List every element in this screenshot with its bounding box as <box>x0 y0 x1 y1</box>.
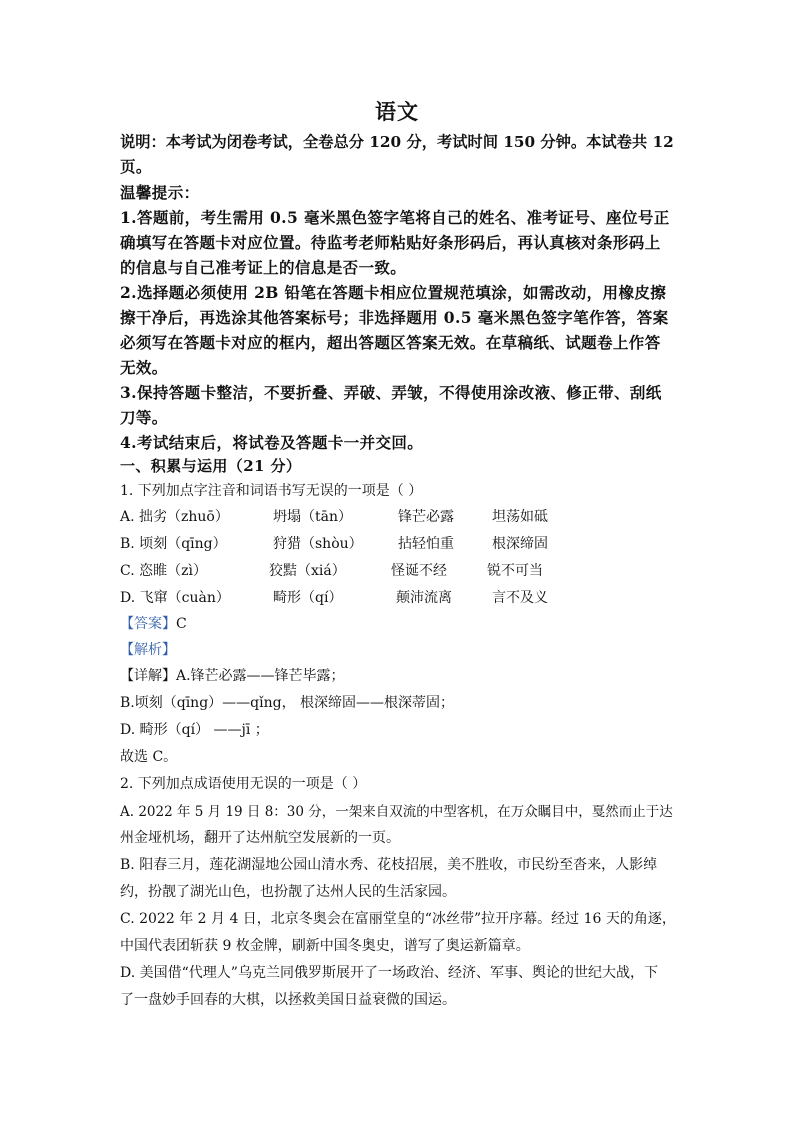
tip-4-line-1: 4.考试结束后，将试卷及答题卡一并交回。 <box>120 433 424 452</box>
q2-option-b-line-1: B. 阳春三月，莲花湖湿地公园山清水秀、花枝招展，美不胜收，市民纷至沓来，人影绰 <box>120 857 658 873</box>
tip-1-line-3: 的信息与自己准考证上的信息是否一致。 <box>120 258 407 277</box>
instructions-line-2: 页。 <box>120 157 152 176</box>
question-2-stem: 2. 下列加点成语使用无误的一项是（ ） <box>120 776 367 792</box>
q1-option-a-item-3: 锋芒必露 <box>398 509 454 525</box>
q1-answer <box>120 613 187 633</box>
instructions-line-1: 说明：本考试为闭卷考试，全卷总分 120 分，考试时间 150 分钟。本试卷共 12 <box>120 133 674 151</box>
q1-option-b-item-4: 根深缔固 <box>492 536 548 552</box>
tip-2-line-1: 2.选择题必须使用 2B 铅笔在答题卡相应位置规范填涂，如需改动，用橡皮擦 <box>120 283 667 302</box>
q1-option-c-item-3: 怪诞不经 <box>391 563 447 579</box>
q2-option-d-line-1: D. 美国借“代理人”乌克兰同俄罗斯展开了一场政治、经济、军事、舆论的世纪大战，下 <box>120 965 658 981</box>
q1-option-d-item-1: D. 飞窜（cuàn） <box>120 590 230 606</box>
q1-analysis <box>120 639 176 659</box>
tip-2-line-4: 无效。 <box>120 358 168 377</box>
q2-option-b-line-2: 约，扮靓了湖光山色，也扮靓了达州人民的生活家园。 <box>120 884 456 900</box>
q1-option-d-item-2: 畸形（qí） <box>273 590 343 606</box>
q1-option-c-item-1: C. 恣睢（zì） <box>120 563 207 579</box>
q2-option-a-line-1: A. 2022 年 5 月 19 日 8：30 分，一架来自双流的中型客机，在万众瞩目中，戛然而止于达 <box>120 804 673 820</box>
q2-option-c-line-1: C. 2022 年 2 月 4 日，北京冬奥会在富丽堂皇的“冰丝带”拉开序幕。经过 16 天的角逐， <box>120 911 676 927</box>
q1-option-b-item-3: 拈轻怕重 <box>398 536 454 552</box>
q1-option-b-item-2: 狩猎（shòu） <box>273 536 363 552</box>
q1-option-c-item-2: 狡黠（xiá） <box>269 563 346 579</box>
q1-option-a-item-1: A. 拙劣（zhuō） <box>120 509 229 525</box>
tips-label: 温馨提示： <box>120 183 200 202</box>
q1-detail-line-2: B.顷刻（qīng）——qǐng， 根深缔固——根深蒂固； <box>120 695 455 711</box>
tip-2-line-3: 必须写在答题卡对应的框内，超出答题区答案无效。在草稿纸、试题卷上作答 <box>120 333 661 352</box>
answer-value: C <box>176 616 187 632</box>
q1-conclusion: 故选 C。 <box>120 749 178 765</box>
q1-option-a-item-2: 坍塌（tān） <box>273 509 352 525</box>
tip-3-line-1: 3.保持答题卡整洁，不要折叠、弄破、弄皱，不得使用涂改液、修正带、刮纸 <box>120 383 662 402</box>
tip-3-line-2: 刀等。 <box>120 408 168 427</box>
q2-option-c-line-2: 中国代表团斩获 9 枚金牌，刷新中国冬奥史，谱写了奥运新篇章。 <box>120 938 530 954</box>
q1-option-d-item-4: 言不及义 <box>492 590 548 606</box>
q1-option-a-item-4: 坦荡如砥 <box>492 509 548 525</box>
question-1-stem: 1. 下列加点字注音和词语书写无误的一项是（ ） <box>120 483 423 499</box>
section-heading: 一、积累与运用（21 分） <box>120 457 302 475</box>
detail-text-1: A.锋芒必露——锋芒毕露； <box>176 668 345 684</box>
tip-2-line-2: 擦干净后，再选涂其他答案标号；非选择题用 0.5 毫米黑色签字笔作答，答案 <box>120 308 669 327</box>
answer-tag: 【答案】 <box>120 616 176 632</box>
q2-option-d-line-2: 了一盘妙手回春的大棋，以拯救美国日益衰微的国运。 <box>120 992 456 1008</box>
detail-tag: 【详解】 <box>120 668 176 684</box>
analysis-tag: 【解析】 <box>120 642 176 658</box>
tip-1-line-2: 确填写在答题卡对应位置。待监考老师粘贴好条形码后，再认真核对条形码上 <box>120 233 661 252</box>
page-title: 语文 <box>375 99 419 124</box>
q1-option-c-item-4: 锐不可当 <box>487 563 543 579</box>
q1-option-d-item-3: 颠沛流离 <box>396 590 452 606</box>
q1-detail-line-3: D. 畸形（qí） ——jī ； <box>120 722 269 738</box>
q1-option-b-item-1: B. 顷刻（qīng） <box>120 536 227 552</box>
q1-detail-line-1 <box>120 665 345 685</box>
tip-1-line-1: 1.答题前，考生需用 0.5 毫米黑色签字笔将自己的姓名、准考证号、座位号正 <box>120 208 670 227</box>
q2-option-a-line-2: 州金垭机场，翻开了达州航空发展新的一页。 <box>120 830 400 846</box>
